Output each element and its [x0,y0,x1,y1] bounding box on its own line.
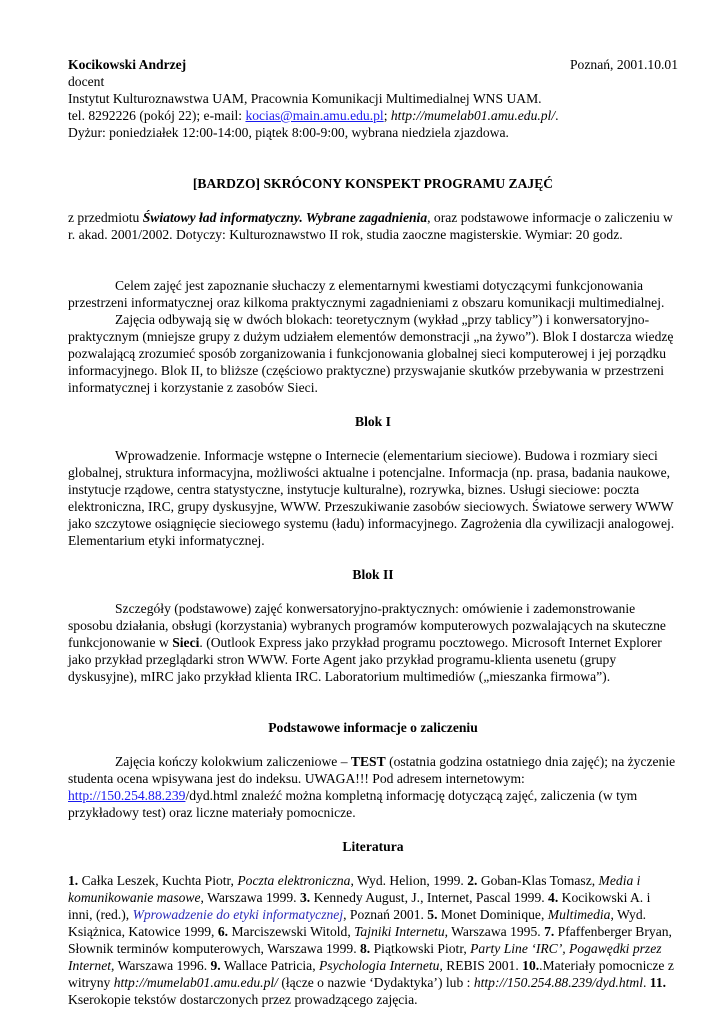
blok1-title: Blok I [355,414,391,429]
email-link[interactable]: kocias@main.amu.edu.pl [245,108,384,123]
duty-hours: Dyżur: poniedziałek 12:00-14:00, piątek 8:00-9:00, wybrana niedziela zjazdowa. [68,125,509,140]
zaliczenie-title: Podstawowe informacje o zaliczeniu [268,720,478,735]
author-row [68,56,678,73]
intro-paragraph-2: Zajęcia odbywają się w dwóch blokach: teoretycznym (wykład „przy tablicy”) i konwersatoryjno-praktycznym (mniejsze grupy z dużym udziałem elementów demonstracji „na żywo”). Blok I dostarcza wiedzę pozwalającą zrozumieć sposób zorganizowania i funkcjonowania globalnej sieci komputerowej i jej porządku informacyjnego. Blok II, to bliższe (częściowo praktyczne) przyswajanie skutków przebywania w przestrzeni informatycznej i korzystanie z zasobów Sieci. [68,312,674,395]
subject-name: Światowy ład informatyczny. Wybrane zagadnienia [142,210,428,225]
course-link[interactable]: http://150.254.88.239 [68,788,186,803]
document-heading: [BARDZO] SKRÓCONY KONSPEKT PROGRAMU ZAJĘĆ [192,176,554,191]
literatura-title: Literatura [342,839,404,854]
place-date: Poznań, 2001.10.01 [570,57,678,72]
zaliczenie-text: Zajęcia kończy kolokwium zaliczeniowe – TEST (ostatnia godzina ostatniego dnia zajęć); na życzenie studenta ocena wpisywana jest do indeksu. UWAGA!!! Pod adresem internetowym: http://150.254.88.239/dyd.html znaleźć można kompletną informację dotyczącą zajęć, zaliczenia (w tym przykładowy test) oraz liczne materiały pomocnicze. [68,754,676,820]
contact-line: tel. 8292226 (pokój 22); e-mail: kocias@main.amu.edu.pl; http://mumelab01.amu.edu.pl/. [68,108,559,123]
intro-paragraph-1: Celem zajęć jest zapoznanie słuchaczy z elementarnymi kwestiami dotyczącymi funkcjonowania przestrzeni informatycznej oraz kilkoma praktycznymi zagadnieniami z obszaru komunikacji multimedialnej. [68,278,665,310]
blok2-title: Blok II [352,567,394,582]
etyka-link[interactable]: Wprowadzenie do etyki informatycznej [132,907,344,922]
blok2-text: Szczegóły (podstawowe) zajęć konwersatoryjno-praktycznych: omówienie i zademonstrowanie sposobu działania, obsługi (korzystania) wybranych programów komputerowych pozwalających na skuteczne funkcjonowanie w Sieci. (Outlook Express jako przykład programu pocztowego. Microsoft Internet Explorer jako przykład przeglądarki stron WWW. Forte Agent jako przykład programu-klienta usenetu (grupy dyskusyjne), mIRC jako przykład klienta IRC. Laboratorium multimediów („mieszanka firmowa”). [68,601,666,684]
document-page [68,56,678,1008]
institute: Instytut Kulturoznawstwa UAM, Pracownia Komunikacji Multimedialnej WNS UAM. [68,91,542,106]
homepage-url: http://mumelab01.amu.edu.pl/ [390,108,556,123]
author-title: docent [68,74,105,89]
blok1-text: Wprowadzenie. Informacje wstępne o Internecie (elementarium sieciowe). Budowa i rozmiary sieci globalnej, struktura informacyjna, możliwości aktualne i potencjalne. Informacja (np. prasa, badania naukowe, instytucje rządowe, centra statystyczne, instytucje kulturalne), rozrywka, biznes. Usługi sieciowe: poczta elektroniczna, IRC, grupy dyskusyjne, WWW. Przeszukiwanie zasobów sieciowych. Światowe serwery WWW jako szczytowe osiągnięcie sieciowego systemu (ładu) informacyjnego. Zagrożenia dla cywilizacji analogowej. Elementarium etyki informatycznej. [68,448,675,548]
author-name: Kocikowski Andrzej [68,57,187,72]
literatura-list: 1. Całka Leszek, Kuchta Piotr, Poczta elektroniczna, Wyd. Helion, 1999. 2. Goban-Klas Tomasz, Media i komunikowanie masowe, Warszawa 1999. 3. Kennedy August, J., Internet, Pascal 1999. 4. Kocikowski A. i inni, (red.), Wprowadzenie do etyki informatycznej, Poznań 2001. 5. Monet Dominique, Multimedia, Wyd. Książnica, Katowice 1999, 6. Marciszewski Witold, Tajniki Internetu, Warszawa 1995. 7. Pfaffenberger Bryan, Słownik terminów komputerowych, Warszawa 1999. 8. Piątkowski Piotr, Party Line ‘IRC’, Pogawędki przez Internet, Warszawa 1996. 9. Wallace Patricia, Psychologia Internetu, REBIS 2001. 10..Materiały pomocnicze z witryny http://mumelab01.amu.edu.pl/ (łącze o nazwie ‘Dydaktyka’) lub : http://150.254.88.239/dyd.html. 11. Kserokopie tekstów dostarczonych przez prowadzącego zajęcia. [68,873,674,1007]
subject-paragraph: z przedmiotu Światowy ład informatyczny. Wybrane zagadnienia, oraz podstawowe informacje o zaliczeniu w r. akad. 2001/2002. Dotyczy: Kulturoznawstwo II rok, studia zaoczne magisterskie. Wymiar: 20 godz. [68,210,673,242]
